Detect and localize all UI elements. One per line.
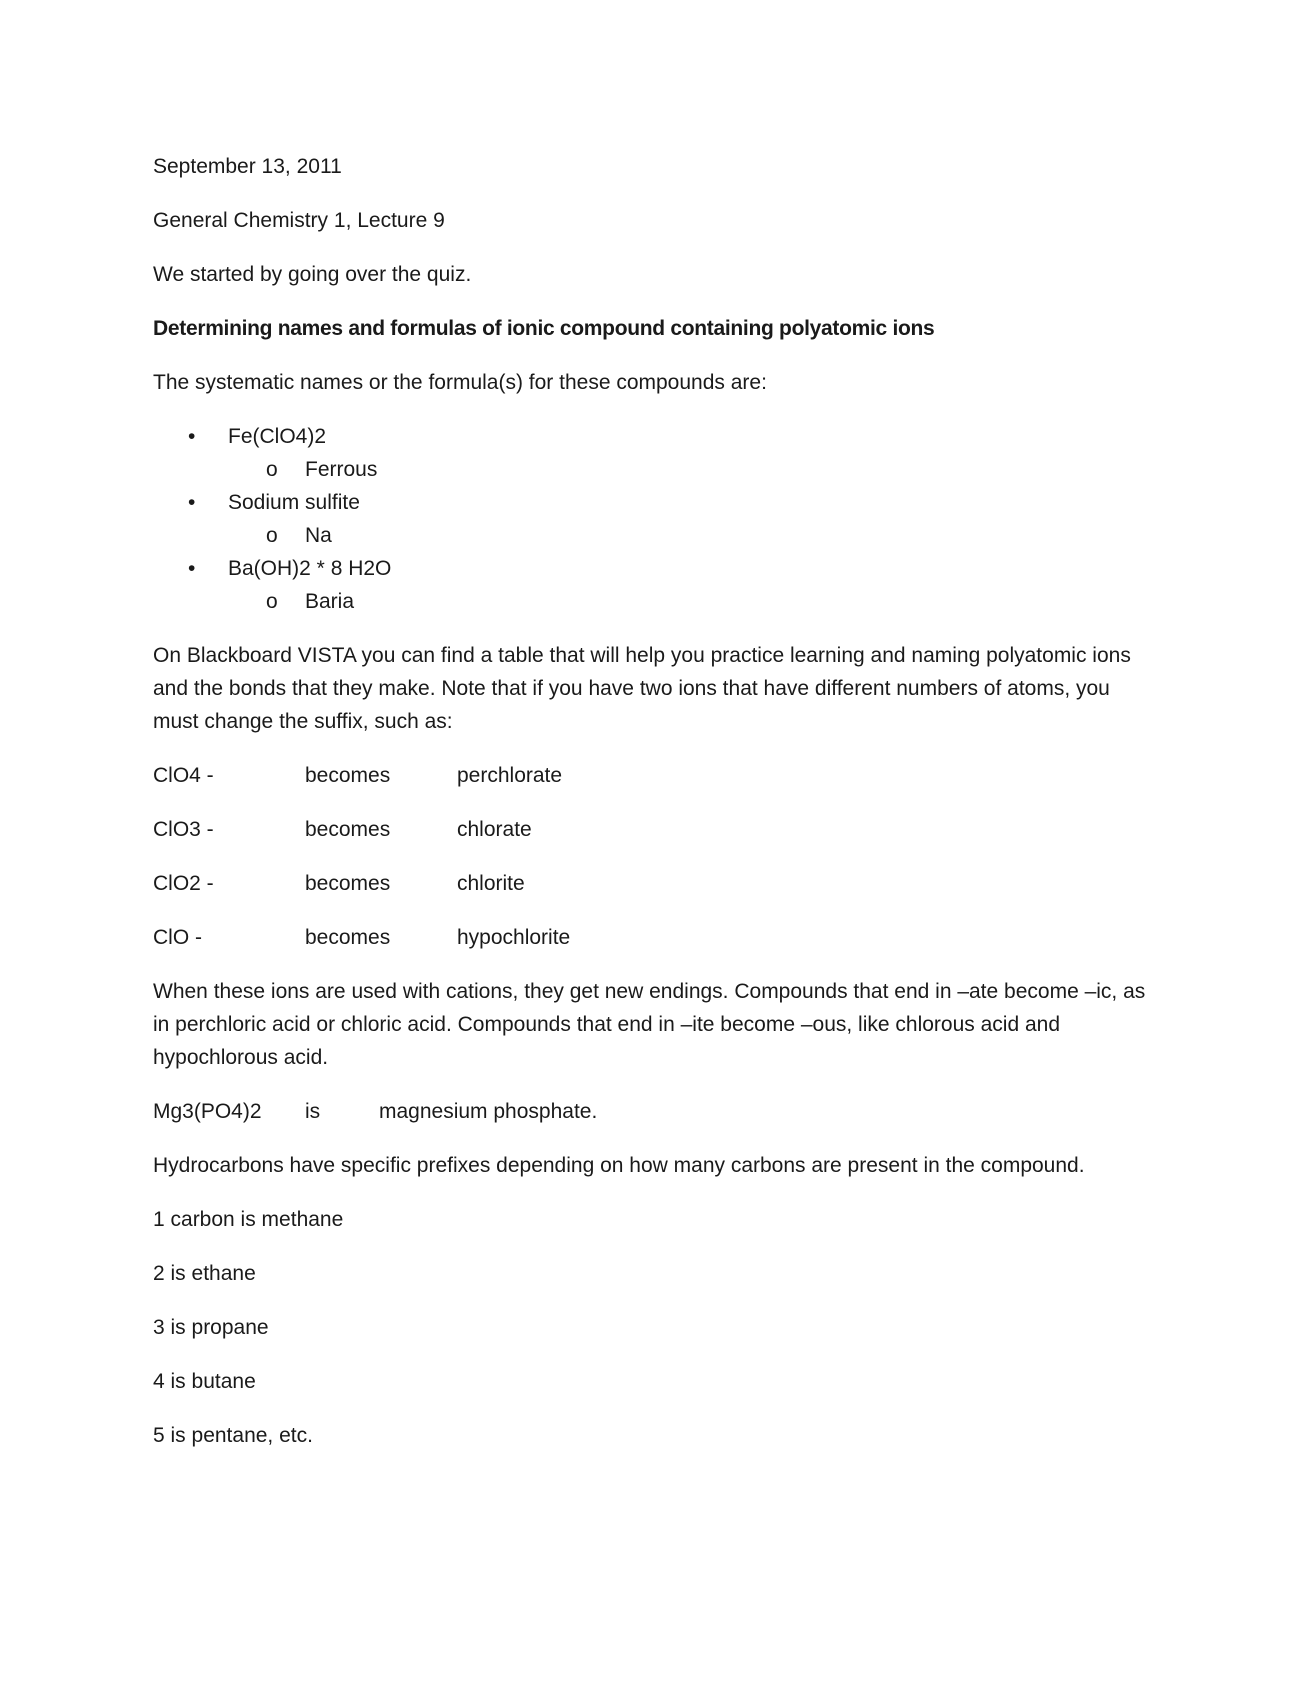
ion-name: chlorate <box>457 818 532 841</box>
compound-formula: Fe(ClO4)2 <box>228 425 327 448</box>
ion-row <box>153 813 1153 846</box>
compound-subitem: o Ferrous <box>228 453 1153 486</box>
blackboard-paragraph: On Blackboard VISTA you can find a table that will help you practice learning and naming polyatomic ions and the bonds that they make. Note that if you have two ions that have different numbers of atoms, you must change the suffix, such as: <box>153 644 1131 733</box>
mg-verb: is <box>305 1100 321 1123</box>
ion-verb: becomes <box>305 764 391 787</box>
magnesium-phosphate-row <box>153 1095 1153 1128</box>
compound-sublist <box>228 453 1153 486</box>
compound-item <box>153 420 1153 486</box>
ion-formula: ClO3 - <box>153 818 214 841</box>
document-page <box>153 150 1153 1473</box>
carbon-line: 1 carbon is methane <box>153 1208 344 1231</box>
compound-subitem: o Baria <box>228 585 1153 618</box>
ion-name: hypochlorite <box>457 926 571 949</box>
ion-formula: ClO2 - <box>153 872 214 895</box>
ion-name: chlorite <box>457 872 525 895</box>
compound-subitem: o Na <box>228 519 1153 552</box>
compound-formula: Ba(OH)2 * 8 H2O <box>228 557 392 580</box>
compound-item <box>153 486 1153 552</box>
section-heading: Determining names and formulas of ionic compound containing polyatomic ions <box>153 317 935 340</box>
ion-row <box>153 867 1153 900</box>
compound-item <box>153 552 1153 618</box>
compound-sublist <box>228 519 1153 552</box>
systematic-intro: The systematic names or the formula(s) for these compounds are: <box>153 371 767 394</box>
lecture-date: September 13, 2011 <box>153 155 342 178</box>
ion-name: perchlorate <box>457 764 563 787</box>
ion-row <box>153 759 1153 792</box>
ion-verb: becomes <box>305 818 391 841</box>
ion-verb: becomes <box>305 926 391 949</box>
compound-formula: Sodium sulfite <box>228 491 360 514</box>
carbon-line: 4 is butane <box>153 1370 256 1393</box>
hydrocarbons-paragraph: Hydrocarbons have specific prefixes depending on how many carbons are present in the compound. <box>153 1154 1085 1177</box>
ion-formula: ClO - <box>153 926 202 949</box>
ion-row <box>153 921 1153 954</box>
mg-formula: Mg3(PO4)2 <box>153 1100 262 1123</box>
carbon-line: 3 is propane <box>153 1316 269 1339</box>
carbon-line: 2 is ethane <box>153 1262 256 1285</box>
cations-paragraph: When these ions are used with cations, they get new endings. Compounds that end in –ate become –ic, as in perchloric acid or chloric acid. Compounds that end in –ite become –ous, like chlorous acid and hypochlorous acid. <box>153 980 1146 1069</box>
intro-text: We started by going over the quiz. <box>153 263 472 286</box>
mg-name: magnesium phosphate. <box>379 1100 598 1123</box>
carbon-line: 5 is pentane, etc. <box>153 1424 313 1447</box>
ion-verb: becomes <box>305 872 391 895</box>
course-title: General Chemistry 1, Lecture 9 <box>153 209 445 232</box>
compound-sublist <box>228 585 1153 618</box>
compound-list <box>153 420 1153 618</box>
ion-formula: ClO4 - <box>153 764 214 787</box>
